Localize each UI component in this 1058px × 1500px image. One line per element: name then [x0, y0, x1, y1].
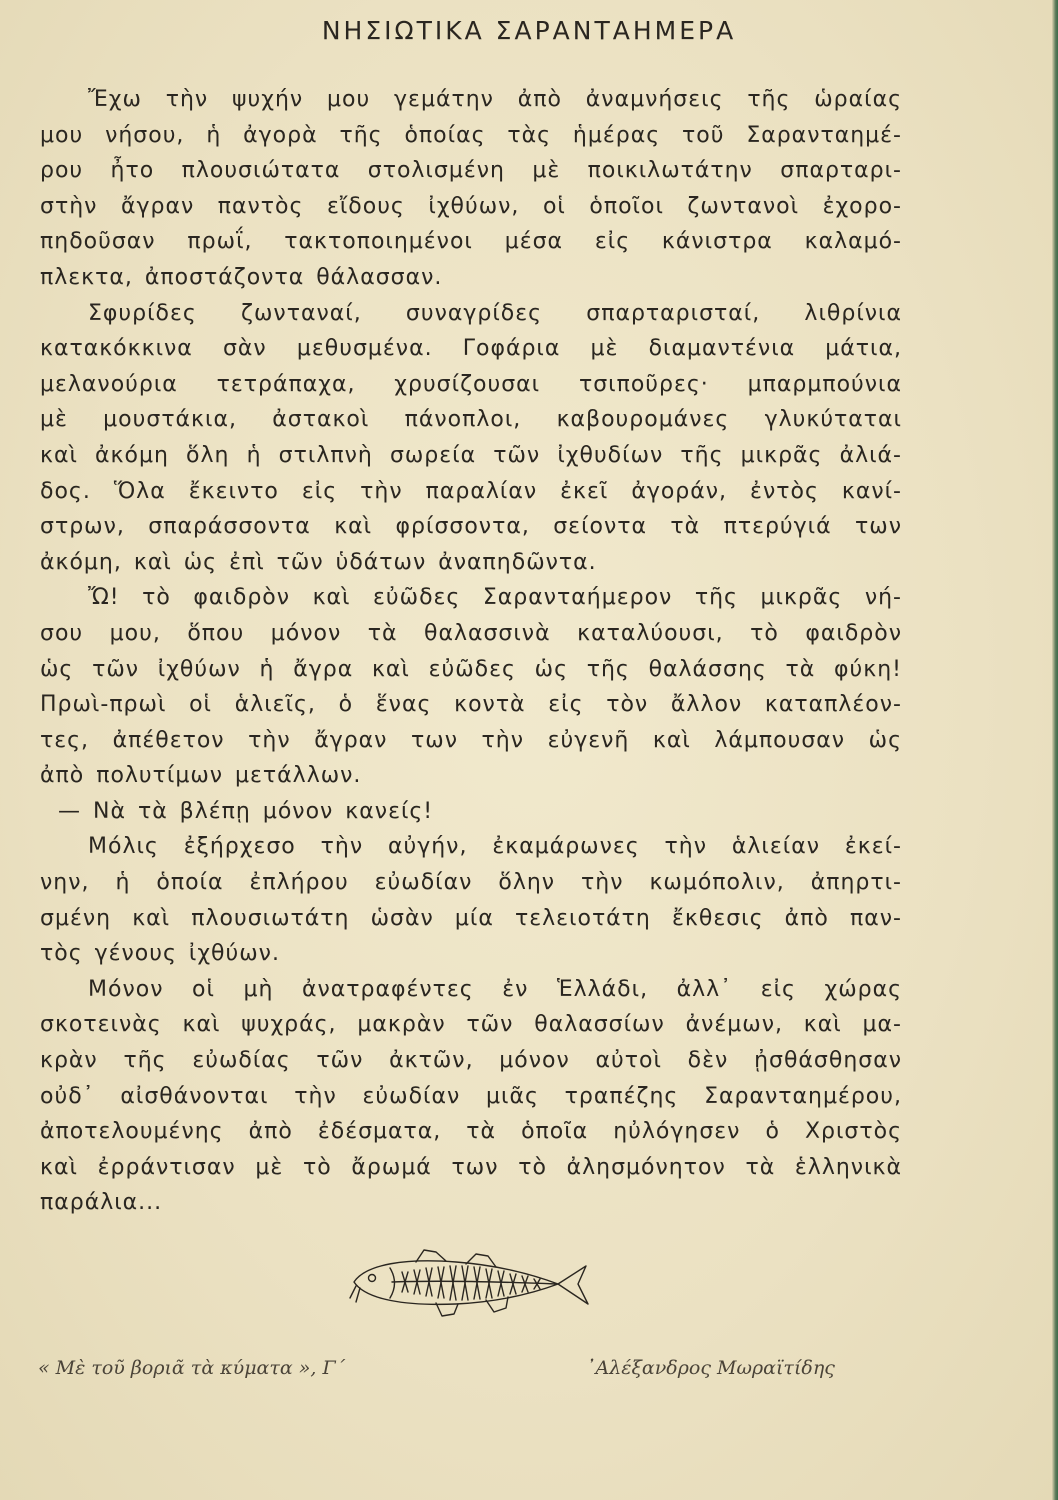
text-line: κρὰν τῆς εὐωδίας τῶν ἀκτῶν, μόνον αὐτοὶ δὲν ᾐσθάσθησαν — [40, 1048, 902, 1074]
text-line: — Νὰ τὰ βλέπῃ μόνον κανείς! — [58, 798, 434, 824]
text-line: μου νήσου, ἡ ἀγορὰ τῆς ὁποίας τὰς ἡμέρας τοῦ Σαρανταημέ- — [40, 122, 902, 148]
text-line: Σφυρίδες ζωνταναί, συναγρίδες σπαρταρισταί, λιθρίνια — [88, 300, 902, 326]
article-body — [40, 82, 902, 1221]
text-line: Ἔχω τὴν ψυχήν μου γεμάτην ἀπὸ ἀναμνήσεις τῆς ὡραίας — [88, 87, 902, 112]
text-line: Μόλις ἐξήρχεσο τὴν αὐγήν, ἐκαμάρωνες τὴν ἁλιείαν ἐκεί- — [88, 834, 902, 860]
text-line: πλεκτα, ἀποστάζοντα θάλασσαν. — [40, 264, 443, 290]
author-name: ᾽Αλέξανδρος Μωραϊτίδης — [586, 1357, 835, 1379]
text-line: Πρωὶ-πρωὶ οἱ ἁλιεῖς, ὁ ἕνας κοντὰ εἰς τὸν ἄλλον καταπλέον- — [40, 692, 902, 718]
fish-illustration — [346, 1248, 592, 1324]
source-citation: « Μὲ τοῦ βοριᾶ τὰ κύματα », Γ΄ — [38, 1357, 346, 1379]
text-line: δος. Ὅλα ἔκειντο εἰς τὴν παραλίαν ἐκεῖ ἀγοράν, ἐντὸς κανί- — [40, 478, 902, 504]
text-line: ἀκόμη, καὶ ὡς ἐπὶ τῶν ὑδάτων ἀναπηδῶντα. — [40, 549, 597, 575]
text-line: παράλια... — [40, 1190, 163, 1216]
text-line: τες, ἀπέθετον τὴν ἄγραν των τὴν εὐγενῆ καὶ λάμπουσαν ὡς — [40, 727, 902, 753]
text-line: Μόνον οἱ μὴ ἀνατραφέντες ἐν Ἑλλάδι, ἀλλ᾽ εἰς χώρας — [88, 976, 902, 1002]
text-line: τὸς γένους ἰχθύων. — [40, 941, 280, 967]
text-line: στὴν ἄγραν παντὸς εἴδους ἰχθύων, οἱ ὁποῖοι ζωντανοὶ ἐχορο- — [40, 193, 902, 219]
text-line: σου μου, ὅπου μόνον τὰ θαλασσινὰ καταλύουσι, τὸ φαιδρὸν — [40, 620, 902, 646]
text-line: ρου ἦτο πλουσιώτατα στολισμένη μὲ ποικιλωτάτην σπαρταρι- — [40, 158, 902, 184]
text-line: σκοτεινὰς καὶ ψυχράς, μακρὰν τῶν θαλασσίων ἀνέμων, καὶ μα- — [40, 1012, 902, 1038]
text-line: καὶ ἐρράντισαν μὲ τὸ ἄρωμά των τὸ ἀλησμόνητον τὰ ἑλληνικὰ — [40, 1154, 902, 1180]
text-line: ἀπὸ πολυτίμων μετάλλων. — [40, 763, 362, 789]
text-line: μελανούρια τετράπαχα, χρυσίζουσαι τσιποῦρες· μπαρμπούνια — [40, 371, 902, 397]
text-line: κατακόκκινα σὰν μεθυσμένα. Γοφάρια μὲ διαμαντένια μάτια, — [40, 336, 902, 362]
text-line: νην, ἡ ὁποία ἐπλήρου εὐωδίαν ὅλην τὴν κωμόπολιν, ἀπηρτι- — [40, 870, 902, 896]
page-title: ΝΗΣΙΩΤΙΚΑ ΣΑΡΑΝΤΑΗΜΕΡΑ — [321, 16, 737, 45]
text-line: Ὤ! τὸ φαιδρὸν καὶ εὐῶδες Σαρανταήμερον τῆς μικρᾶς νή- — [88, 585, 902, 611]
text-line: καὶ ἀκόμη ὅλη ἡ στιλπνὴ σωρεία τῶν ἰχθυδίων τῆς μικρᾶς ἀλιά- — [40, 442, 902, 468]
text-line: μὲ μουστάκια, ἀστακοὶ πάνοπλοι, καβουρομάνες γλυκύταται — [40, 407, 902, 433]
text-line: στρων, σπαράσσοντα καὶ φρίσσοντα, σείοντα τὰ πτερύγιά των — [40, 514, 902, 540]
text-line: πηδοῦσαν πρωΐ, τακτοποιημένοι μέσα εἰς κάνιστρα καλαμό- — [40, 229, 902, 255]
text-line: οὐδ᾽ αἰσθάνονται τὴν εὐωδίαν μιᾶς τραπέζης Σαρανταημέρου, — [40, 1083, 902, 1109]
page-edge — [1052, 0, 1058, 1500]
text-line: ὡς τῶν ἰχθύων ἡ ἄγρα καὶ εὐῶδες ὡς τῆς θαλάσσης τὰ φύκη! — [40, 656, 902, 682]
text-line: ἀποτελουμένης ἀπὸ ἐδέσματα, τὰ ὁποῖα ηὐλόγησεν ὁ Χριστὸς — [40, 1119, 902, 1145]
text-line: σμένη καὶ πλουσιωτάτη ὡσὰν μία τελειοτάτη ἔκθεσις ἀπὸ παν- — [40, 905, 902, 931]
